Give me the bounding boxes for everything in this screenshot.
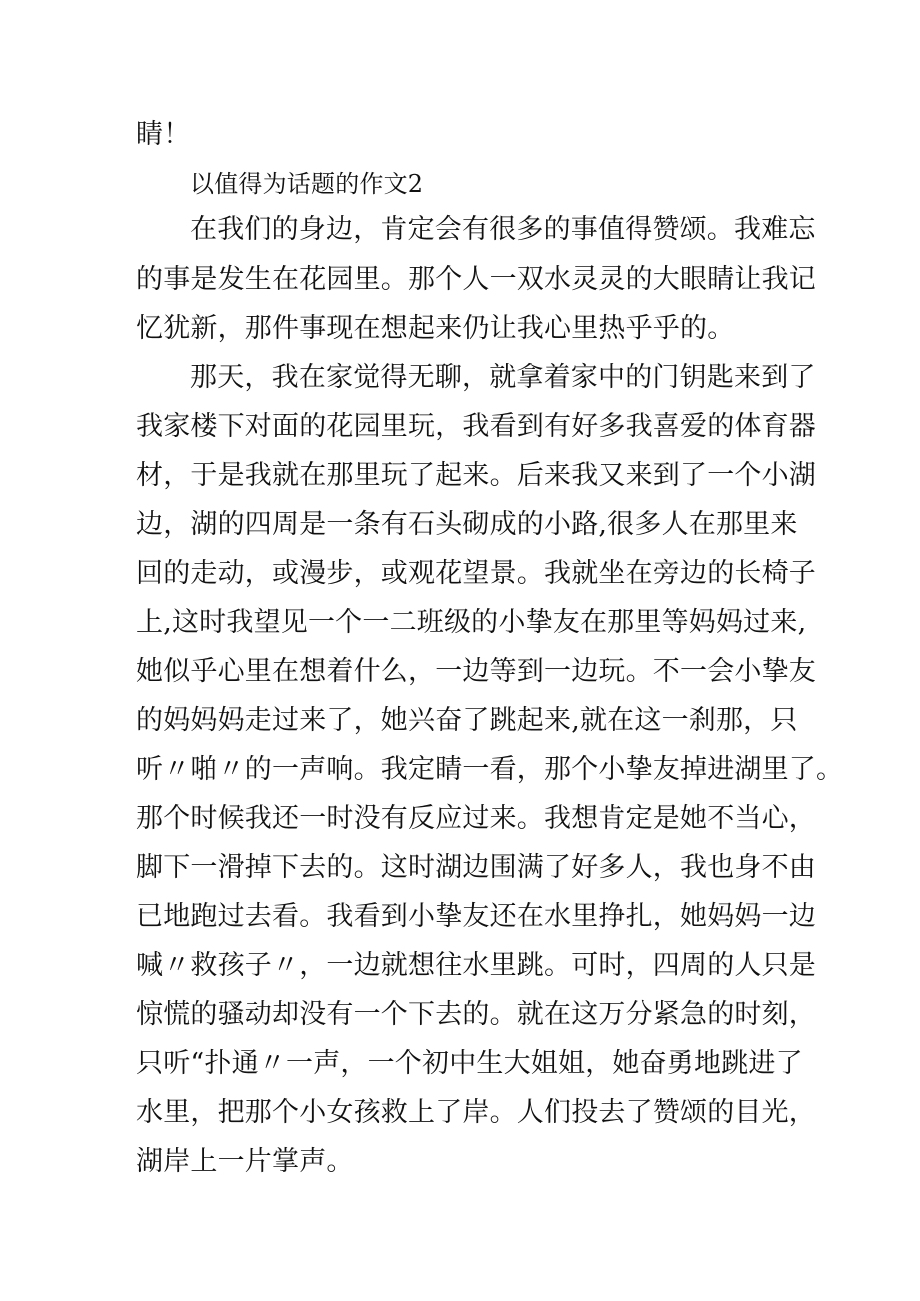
paragraph-1-line-1: 在我们的身边，肯定会有很多的事值得赞颂。我难忘 [190, 214, 816, 245]
paragraph-2-line-9: 听〃啪〃的一声响。我定睛一看，那个小挚友掉进湖里了。 [136, 754, 844, 785]
paragraph-1-line-2: 的事是发生在花园里。那个人一双水灵灵的大眼睛让我记 [136, 264, 816, 295]
paragraph-1-line-3: 忆犹新，那件事现在想起来仍让我心里热乎乎的。 [136, 313, 735, 344]
paragraph-2-line-10: 那个时候我还一时没有反应过来。我想肯定是她不当心， [136, 803, 816, 834]
paragraph-2-line-13: 喊〃救孩子〃，一边就想往水里跳。可时，四周的人只是 [136, 950, 816, 981]
paragraph-2-line-6: 上,这时我望见一个一二班级的小挚友在那里等妈妈过来, [136, 607, 807, 638]
paragraph-2-line-3: 材，于是我就在那里玩了起来。后来我又来到了一个小湖 [136, 460, 816, 491]
paragraph-2-line-8: 的妈妈妈走过来了，她兴奋了跳起来,就在这一刹那，只 [136, 705, 798, 736]
essay-title: 以值得为话题的作文2 [190, 170, 424, 198]
paragraph-2-line-12: 已地跑过去看。我看到小挚友还在水里挣扎，她妈妈一边 [136, 901, 816, 932]
paragraph-2-line-5: 回的走动，或漫步，或观花望景。我就坐在旁边的长椅子 [136, 558, 816, 589]
text-line-end-prev: 睛！ [136, 119, 191, 150]
paragraph-2-line-2: 我家楼下对面的花园里玩，我看到有好多我喜爱的体育器 [136, 411, 816, 442]
paragraph-2-line-14: 惊慌的骚动却没有一个下去的。就在这万分紧急的时刻， [136, 999, 816, 1030]
paragraph-2-line-11: 脚下一滑掉下去的。这时湖边围满了好多人，我也身不由 [136, 852, 816, 883]
paragraph-2-line-7: 她似乎心里在想着什么，一边等到一边玩。不一会小挚友 [136, 656, 816, 687]
paragraph-2-line-15: 只听“扑通〃一声，一个初中生大姐姐，她奋勇地跳进了 [136, 1048, 803, 1079]
paragraph-2-line-16: 水里，把那个小女孩救上了岸。人们投去了赞颂的目光， [136, 1097, 816, 1128]
paragraph-2-line-4: 边，湖的四周是一条有石头砌成的小路,很多人在那里来 [136, 509, 798, 540]
paragraph-2-line-1: 那天，我在家觉得无聊，就拿着家中的门钥匙来到了 [190, 362, 816, 393]
paragraph-2-line-17: 湖岸上一片掌声。 [136, 1146, 354, 1177]
